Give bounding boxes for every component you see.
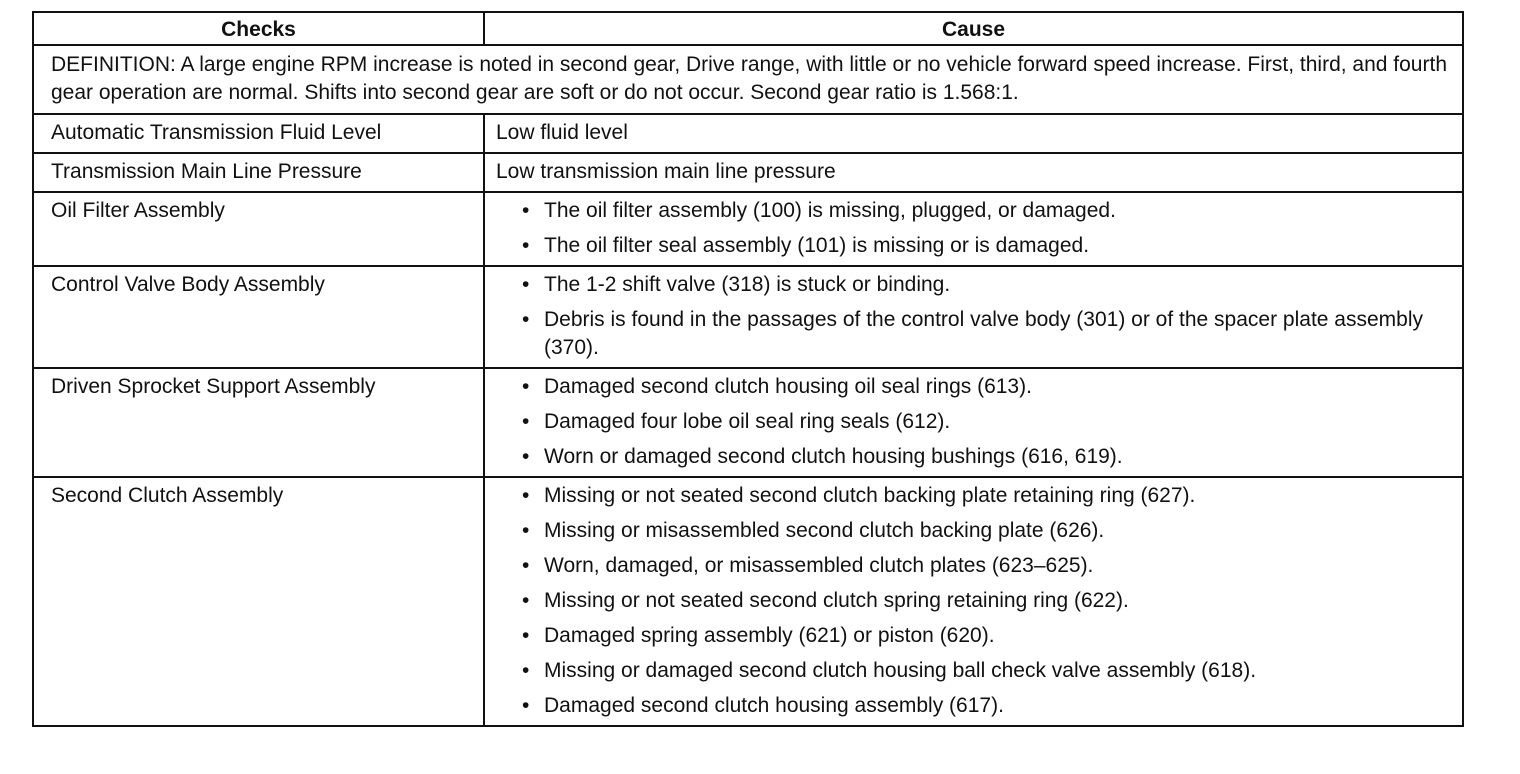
cause-text: Missing or not seated second clutch backing plate retaining ring (627). [544, 484, 1196, 507]
bullet-icon: • [522, 273, 530, 296]
cause-item [496, 232, 1448, 260]
cause-cell [484, 266, 1463, 368]
cause-text: Debris is found in the passages of the control valve body (301) or of the spacer plate assembly (370). [544, 308, 1423, 359]
cause-item [496, 306, 1448, 362]
check-cell: Control Valve Body Assembly [33, 266, 484, 368]
check-cell: Driven Sprocket Support Assembly [33, 368, 484, 477]
cause-text: Damaged spring assembly (621) or piston (620). [544, 624, 995, 647]
bullet-icon: • [522, 554, 530, 577]
cause-text: Missing or damaged second clutch housing ball check valve assembly (618). [544, 659, 1257, 682]
cause-item [496, 408, 1448, 436]
cause-list [496, 373, 1448, 471]
definition-text: DEFINITION: A large engine RPM increase is noted in second gear, Drive range, with little or no vehicle forward speed increase. First, third, and fourth gear operation are normal. Shifts into second gear are soft or do not occur. Second gear ratio is 1.568:1. [33, 45, 1463, 114]
cause-text: The oil filter assembly (100) is missing, plugged, or damaged. [544, 199, 1116, 222]
cause-text: The 1-2 shift valve (318) is stuck or binding. [544, 273, 951, 296]
cause-item [496, 587, 1448, 615]
cause-text: Damaged second clutch housing oil seal rings (613). [544, 375, 1032, 398]
table-row [33, 477, 1463, 726]
cause-item [496, 197, 1448, 225]
cause-text: Damaged four lobe oil seal ring seals (612). [544, 410, 951, 433]
check-cell: Oil Filter Assembly [33, 192, 484, 266]
cause-item [496, 482, 1448, 510]
check-cell: Transmission Main Line Pressure [33, 153, 484, 192]
cause-text: Worn, damaged, or misassembled clutch plates (623–625). [544, 554, 1094, 577]
bullet-icon: • [522, 484, 530, 507]
cause-item [496, 373, 1448, 401]
definition-row [33, 45, 1463, 114]
bullet-icon: • [522, 624, 530, 647]
cause-list [496, 197, 1448, 260]
table-row [33, 368, 1463, 477]
cause-list [496, 482, 1448, 720]
cause-cell: Low transmission main line pressure [484, 153, 1463, 192]
bullet-icon: • [522, 410, 530, 433]
cause-text: The oil filter seal assembly (101) is missing or is damaged. [544, 234, 1090, 257]
cause-cell: Low fluid level [484, 114, 1463, 153]
check-cell: Automatic Transmission Fluid Level [33, 114, 484, 153]
table-row [33, 192, 1463, 266]
bullet-icon: • [522, 234, 530, 257]
cause-cell [484, 368, 1463, 477]
cause-text: Missing or misassembled second clutch backing plate (626). [544, 519, 1105, 542]
cause-cell [484, 477, 1463, 726]
cause-list [496, 271, 1448, 362]
table-row [33, 114, 1463, 153]
cause-item [496, 271, 1448, 299]
cause-column-header: Cause [484, 12, 1463, 45]
header-row [33, 12, 1463, 45]
bullet-icon: • [522, 519, 530, 542]
cause-item [496, 517, 1448, 545]
cause-item [496, 443, 1448, 471]
bullet-icon: • [522, 589, 530, 612]
checks-column-header: Checks [33, 12, 484, 45]
cause-cell [484, 192, 1463, 266]
cause-text: Missing or not seated second clutch spring retaining ring (622). [544, 589, 1129, 612]
cause-text: Worn or damaged second clutch housing bushings (616, 619). [544, 445, 1123, 468]
cause-item [496, 657, 1448, 685]
cause-item [496, 552, 1448, 580]
check-cell: Second Clutch Assembly [33, 477, 484, 726]
cause-item [496, 622, 1448, 650]
cause-text: Damaged second clutch housing assembly (617). [544, 694, 1004, 717]
bullet-icon: • [522, 694, 530, 717]
table-row [33, 266, 1463, 368]
bullet-icon: • [522, 308, 530, 331]
table-row [33, 153, 1463, 192]
bullet-icon: • [522, 659, 530, 682]
cause-item [496, 692, 1448, 720]
diagnostic-table [32, 11, 1464, 727]
bullet-icon: • [522, 375, 530, 398]
bullet-icon: • [522, 199, 530, 222]
bullet-icon: • [522, 445, 530, 468]
